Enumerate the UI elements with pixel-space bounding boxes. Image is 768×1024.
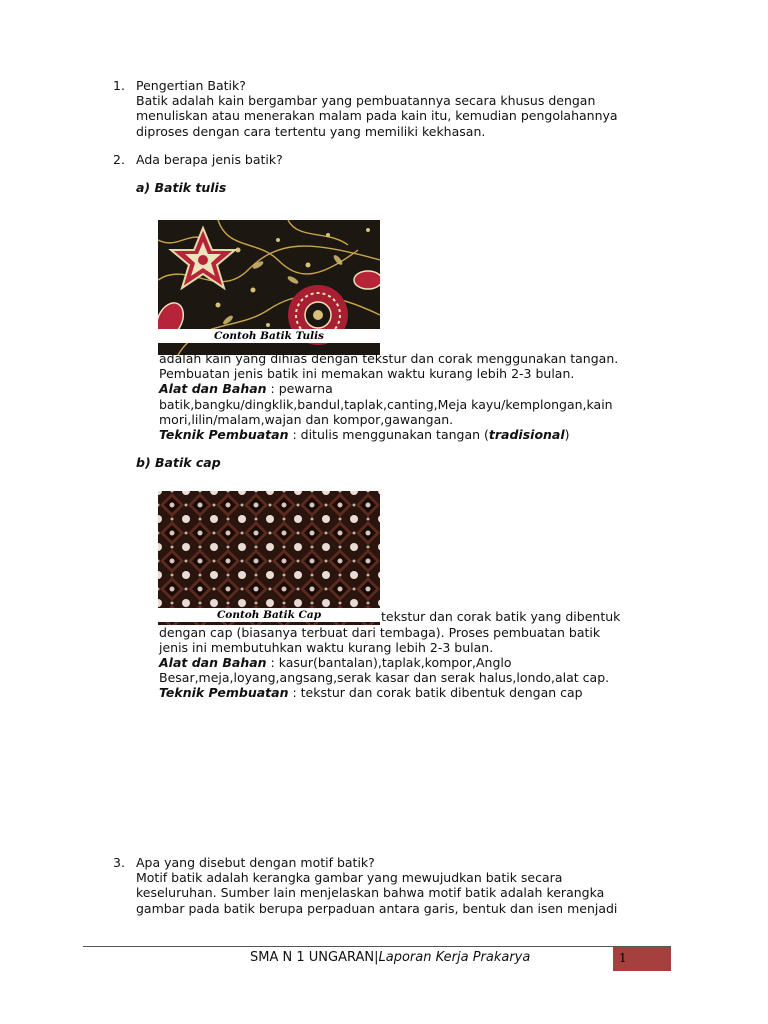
- batik-cap-desc-line: tekstur dan corak batik yang dibentuk: [381, 609, 621, 624]
- item-1-title: Pengertian Batik?: [136, 78, 246, 93]
- teknik-label: Teknik Pembuatan: [159, 427, 289, 442]
- batik-cap-image: [158, 491, 380, 625]
- footer-report-title: Laporan Kerja Prakarya: [378, 950, 531, 965]
- batik-tulis-caption: Contoh Batik Tulis: [158, 329, 380, 343]
- batik-tulis-alat-line: mori,lilin/malam,wajan dan kompor,gawangan.: [159, 412, 454, 427]
- teknik-text: : ditulis menggunakan tangan (: [288, 427, 489, 442]
- item-1-line: menuliskan atau menerakan malam pada kain itu, kemudian pengolahannya: [136, 108, 618, 123]
- teknik-close: ): [564, 427, 570, 442]
- item-2-number: 2.: [113, 152, 125, 167]
- batik-tulis-heading: a) Batik tulis: [136, 180, 227, 195]
- item-1-number: 1.: [113, 78, 125, 93]
- item-3-number: 3.: [113, 855, 125, 870]
- batik-cap-desc-line: jenis ini membutuhkan waktu kurang lebih 2-3 bulan.: [159, 640, 494, 655]
- page-number-box: [613, 947, 671, 971]
- batik-cap-alat-line: Besar,meja,loyang,angsang,serak kasar dan serak halus,londo,alat cap.: [159, 670, 610, 685]
- alat-text: : pewarna: [266, 381, 333, 396]
- item-3-line: keseluruhan. Sumber lain menjelaskan bahwa motif batik adalah kerangka: [136, 885, 605, 900]
- batik-tulis-desc-line: adalah kain yang dihias dengan tekstur dan corak menggunakan tangan.: [159, 351, 619, 366]
- footer-separator: |: [374, 950, 379, 965]
- batik-cap-desc-line: dengan cap (biasanya terbuat dari tembaga). Proses pembuatan batik: [159, 625, 601, 640]
- item-3-title: Apa yang disebut dengan motif batik?: [136, 855, 375, 870]
- teknik-bold: tradisional: [488, 427, 565, 442]
- batik-cap-teknik: [159, 685, 583, 700]
- batik-tulis-alat: [159, 381, 333, 396]
- item-2-title: Ada berapa jenis batik?: [136, 152, 283, 167]
- footer-text: [250, 950, 530, 965]
- teknik-text: : tekstur dan corak batik dibentuk dengan cap: [288, 685, 583, 700]
- batik-tulis-teknik: [159, 427, 570, 442]
- footer-rule: [83, 946, 671, 947]
- batik-cap-caption: Contoh Batik Cap: [158, 608, 380, 622]
- batik-tulis-image: [158, 220, 380, 355]
- footer-school: SMA N 1 UNGARAN: [250, 950, 375, 965]
- batik-cap-pattern: [158, 491, 380, 625]
- item-1-line: diproses dengan cara tertentu yang memiliki kekhasan.: [136, 124, 486, 139]
- alat-label: Alat dan Bahan: [159, 655, 267, 670]
- page-number: 1: [619, 951, 627, 965]
- batik-cap-heading: b) Batik cap: [136, 455, 221, 470]
- batik-tulis-desc-line: Pembuatan jenis batik ini memakan waktu kurang lebih 2-3 bulan.: [159, 366, 575, 381]
- batik-tulis-alat-line: batik,bangku/dingklik,bandul,taplak,canting,Meja kayu/kemplongan,kain: [159, 397, 613, 412]
- item-1-line: Batik adalah kain bergambar yang pembuatannya secara khusus dengan: [136, 93, 596, 108]
- alat-label: Alat dan Bahan: [159, 381, 267, 396]
- item-3-line: gambar pada batik berupa perpaduan antara garis, bentuk dan isen menjadi: [136, 901, 618, 916]
- alat-text: : kasur(bantalan),taplak,kompor,Anglo: [266, 655, 512, 670]
- teknik-label: Teknik Pembuatan: [159, 685, 289, 700]
- batik-cap-alat: [159, 655, 512, 670]
- item-3-line: Motif batik adalah kerangka gambar yang mewujudkan batik secara: [136, 870, 563, 885]
